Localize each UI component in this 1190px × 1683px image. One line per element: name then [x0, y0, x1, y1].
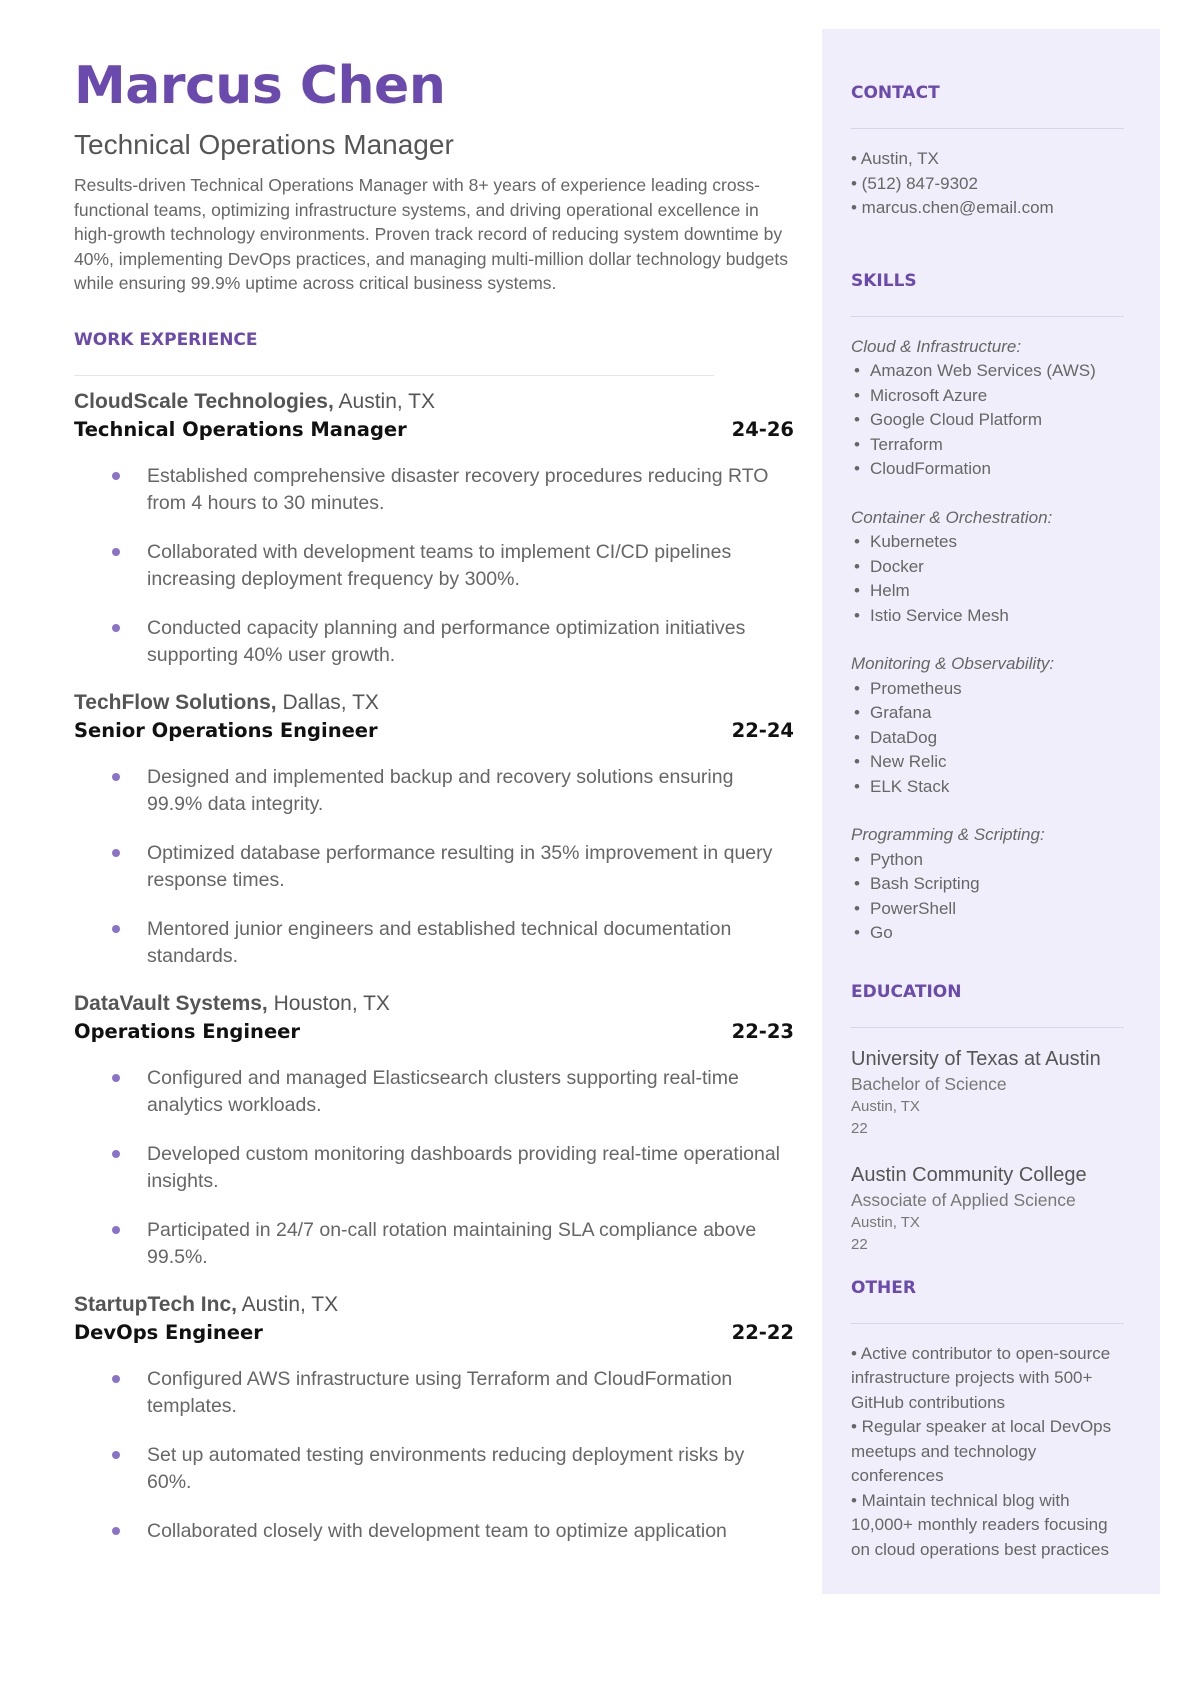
contact-email[interactable]: • marcus.chen@email.com	[851, 198, 1054, 217]
skill-name: Grafana	[870, 703, 932, 722]
bullet-icon: •	[854, 923, 860, 942]
job-bullet-text: Developed custom monitoring dashboards providing real-time operational insights.	[147, 1142, 781, 1192]
skill-item	[851, 701, 1124, 726]
bullet-icon: •	[854, 703, 860, 722]
skill-item	[851, 750, 1124, 775]
job-bullets	[74, 1366, 794, 1545]
skill-name: Docker	[870, 556, 924, 576]
section-divider	[74, 375, 714, 376]
job-bullet	[74, 539, 794, 593]
job-bullet	[74, 1442, 794, 1496]
bullet-dot-icon	[112, 1527, 120, 1535]
other-item: • Active contributor to open-source infrastructure projects with 500+ GitHub contributions	[851, 1343, 1111, 1412]
school-name: University of Texas at Austin	[851, 1047, 1101, 1070]
degree: Associate of Applied Science	[851, 1189, 1076, 1210]
job-dates: 22-22	[731, 1320, 794, 1344]
skill-name: Microsoft Azure	[870, 385, 988, 405]
skill-item	[851, 408, 1124, 433]
contact-heading: CONTACT	[851, 83, 940, 103]
skill-group	[851, 335, 1124, 482]
skill-name: ELK Stack	[870, 776, 950, 796]
bullet-icon: •	[854, 752, 860, 771]
job-dates: 22-24	[731, 718, 794, 742]
skill-item	[851, 726, 1124, 751]
job-bullet-text: Collaborated with development teams to implement CI/CD pipelines increasing deployment frequency by 300%.	[147, 540, 732, 590]
bullet-icon: •	[854, 361, 860, 380]
education-entry	[851, 1046, 1124, 1140]
skill-item	[851, 677, 1124, 702]
skill-item	[851, 848, 1124, 873]
job-role: Operations Engineer	[74, 1019, 301, 1043]
skills-heading: SKILLS	[851, 270, 917, 291]
skill-item	[851, 775, 1124, 800]
job-bullet	[74, 1065, 794, 1119]
job-bullet-text: Optimized database performance resulting in 35% improvement in query response times.	[147, 841, 773, 891]
degree: Bachelor of Science	[851, 1073, 1007, 1094]
skill-item	[851, 530, 1124, 555]
job-bullet	[74, 764, 794, 818]
job-role-row	[74, 1020, 794, 1043]
job-bullet	[74, 463, 794, 517]
skill-name: New Relic	[870, 752, 947, 771]
job-company: DataVault Systems,	[74, 991, 268, 1015]
bullet-dot-icon	[112, 548, 120, 556]
job-company: StartupTech Inc,	[74, 1292, 237, 1316]
job-bullets	[74, 1065, 794, 1271]
skill-name: PowerShell	[870, 898, 956, 918]
bullet-dot-icon	[112, 1226, 120, 1234]
section-divider	[851, 316, 1124, 317]
school-name: Austin Community College	[851, 1163, 1087, 1186]
job-location: Dallas, TX	[276, 690, 379, 714]
job-entry	[74, 992, 794, 1271]
job-bullet-text: Mentored junior engineers and established technical documentation standards.	[147, 917, 732, 967]
job-company-line	[74, 390, 794, 414]
bullet-icon: •	[854, 556, 860, 576]
job-entry	[74, 390, 794, 669]
section-divider	[851, 1027, 1124, 1028]
bullet-dot-icon	[112, 1451, 120, 1459]
graduation-year: 22	[851, 1119, 868, 1137]
skill-category: Programming & Scripting:	[851, 825, 1045, 844]
other-heading: OTHER	[851, 1277, 916, 1298]
bullet-icon: •	[854, 459, 860, 478]
professional-summary: Results-driven Technical Operations Manager with 8+ years of experience leading cross-functional teams, optimizing infrastructure systems, and driving operational excellence in high-growth technology environments. Proven track record of reducing system downtime by 40%, implementing DevOps practices, and managing multi-million dollar technology budgets while ensuring 99.9% uptime across critical business systems.	[74, 175, 788, 294]
bullet-dot-icon	[112, 925, 120, 933]
job-role: DevOps Engineer	[74, 1320, 263, 1344]
bullet-dot-icon	[112, 1375, 120, 1383]
job-role-row	[74, 1321, 794, 1344]
job-bullet-text: Configured AWS infrastructure using Terraform and CloudFormation templates.	[147, 1367, 733, 1417]
skill-name: Helm	[870, 581, 910, 600]
job-bullet	[74, 916, 794, 970]
job-bullet	[74, 615, 794, 669]
skill-group	[851, 506, 1124, 629]
skill-item	[851, 579, 1124, 604]
bullet-dot-icon	[112, 1074, 120, 1082]
skill-name: CloudFormation	[870, 459, 991, 478]
skill-item	[851, 555, 1124, 580]
job-bullet-text: Conducted capacity planning and performance optimization initiatives supporting 40% user growth.	[147, 616, 746, 666]
bullet-icon: •	[854, 776, 860, 796]
skill-group	[851, 823, 1124, 946]
job-role-row	[74, 719, 794, 742]
skill-name: Kubernetes	[870, 532, 957, 551]
job-dates: 24-26	[731, 417, 794, 441]
skill-item	[851, 897, 1124, 922]
job-bullet-text: Configured and managed Elasticsearch clusters supporting real-time analytics workloads.	[147, 1066, 739, 1116]
candidate-name: Marcus Chen	[74, 56, 446, 116]
bullet-dot-icon	[112, 624, 120, 632]
bullet-icon: •	[854, 581, 860, 600]
job-bullet	[74, 1141, 794, 1195]
candidate-title: Technical Operations Manager	[74, 129, 454, 161]
job-company: TechFlow Solutions,	[74, 690, 277, 714]
school-location: Austin, TX	[851, 1213, 920, 1231]
bullet-icon: •	[854, 898, 860, 918]
job-bullet	[74, 1217, 794, 1271]
skill-group	[851, 652, 1124, 799]
job-dates: 22-23	[731, 1019, 794, 1043]
job-company-line	[74, 1293, 794, 1317]
bullet-icon: •	[854, 849, 860, 869]
bullet-icon: •	[854, 410, 860, 429]
bullet-icon: •	[854, 532, 860, 551]
skill-name: Bash Scripting	[870, 874, 980, 893]
bullet-dot-icon	[112, 1150, 120, 1158]
skill-name: Terraform	[870, 434, 943, 454]
skill-item	[851, 872, 1124, 897]
education-entry	[851, 1162, 1124, 1256]
job-bullet	[74, 1518, 794, 1545]
job-list	[74, 390, 794, 1545]
contact-phone[interactable]: • (512) 847-9302	[851, 173, 978, 193]
skill-name: Amazon Web Services (AWS)	[870, 361, 1096, 380]
job-bullet-text: Established comprehensive disaster recovery procedures reducing RTO from 4 hours to 30 minutes.	[147, 464, 769, 514]
skills-list	[851, 335, 1124, 946]
skill-item	[851, 433, 1124, 458]
other-item: • Regular speaker at local DevOps meetups and technology conferences	[851, 1417, 1112, 1485]
job-location: Houston, TX	[267, 991, 390, 1015]
other-item: • Maintain technical blog with 10,000+ monthly readers focusing on cloud operations best practices	[851, 1490, 1109, 1559]
contact-location: • Austin, TX	[851, 149, 939, 168]
skill-item	[851, 604, 1124, 629]
skill-name: Google Cloud Platform	[870, 410, 1042, 429]
bullet-icon: •	[854, 434, 860, 454]
job-bullet-text: Collaborated closely with development team to optimize application	[147, 1519, 727, 1542]
job-role: Senior Operations Engineer	[74, 718, 378, 742]
job-entry	[74, 1293, 794, 1545]
skill-category: Container & Orchestration:	[851, 507, 1053, 527]
section-divider	[851, 1323, 1124, 1324]
job-bullet-text: Set up automated testing environments reducing deployment risks by 60%.	[147, 1443, 745, 1493]
bullet-dot-icon	[112, 849, 120, 857]
job-bullet-text: Designed and implemented backup and recovery solutions ensuring 99.9% data integrity.	[147, 765, 734, 815]
bullet-icon: •	[854, 727, 860, 747]
skill-name: Go	[870, 923, 893, 942]
job-bullet	[74, 840, 794, 894]
education-list	[851, 1046, 1124, 1256]
bullet-dot-icon	[112, 472, 120, 480]
job-role: Technical Operations Manager	[74, 417, 407, 441]
bullet-dot-icon	[112, 773, 120, 781]
sidebar	[822, 29, 1160, 1594]
main-column	[74, 58, 794, 1567]
job-bullet-text: Participated in 24/7 on-call rotation maintaining SLA compliance above 99.5%.	[147, 1218, 757, 1268]
skill-category: Monitoring & Observability:	[851, 654, 1055, 673]
work-experience-heading: WORK EXPERIENCE	[74, 329, 258, 350]
job-bullets	[74, 764, 794, 970]
job-location: Austin, TX	[236, 1292, 339, 1316]
education-heading: EDUCATION	[851, 981, 962, 1002]
section-divider	[851, 128, 1124, 129]
school-location: Austin, TX	[851, 1097, 920, 1115]
job-bullets	[74, 463, 794, 669]
job-company-line	[74, 992, 794, 1016]
bullet-icon: •	[854, 874, 860, 893]
graduation-year: 22	[851, 1235, 868, 1253]
skill-name: Python	[870, 849, 923, 869]
skill-item	[851, 457, 1124, 482]
skill-item	[851, 359, 1124, 384]
job-entry	[74, 691, 794, 970]
job-bullet	[74, 1366, 794, 1420]
bullet-icon: •	[854, 385, 860, 405]
job-role-row	[74, 418, 794, 441]
skill-name: Prometheus	[870, 678, 962, 698]
bullet-icon: •	[854, 678, 860, 698]
skill-name: DataDog	[870, 727, 938, 747]
job-company-line	[74, 691, 794, 715]
bullet-icon: •	[854, 605, 860, 625]
skill-item	[851, 921, 1124, 946]
skill-category: Cloud & Infrastructure:	[851, 336, 1022, 356]
job-company: CloudScale Technologies,	[74, 389, 334, 413]
job-location: Austin, TX	[333, 389, 435, 413]
skill-item	[851, 384, 1124, 409]
skill-name: Istio Service Mesh	[870, 605, 1009, 625]
